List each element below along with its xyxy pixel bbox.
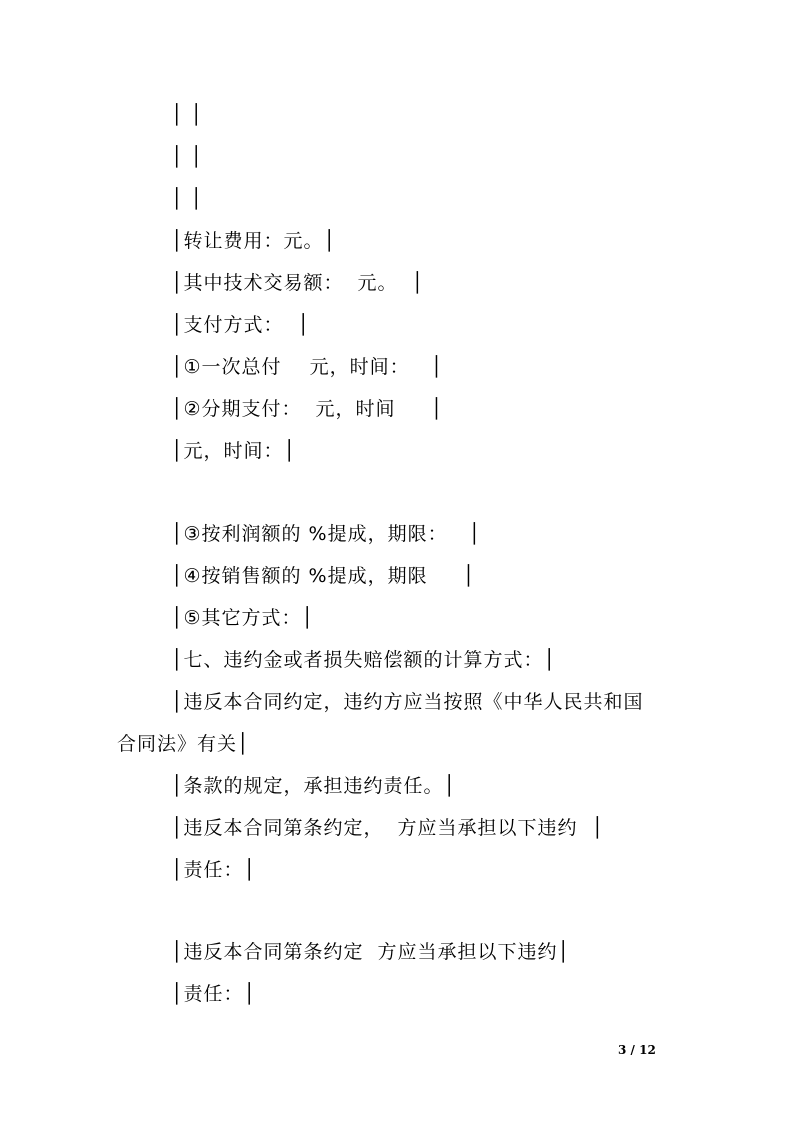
text-line: │④按销售额的 %提成，期限 │ bbox=[171, 565, 476, 587]
text-line: │元，时间：│ bbox=[171, 440, 296, 462]
text-line: │ │ bbox=[171, 188, 203, 210]
text-line: │②分期支付： 元，时间 │ bbox=[171, 398, 444, 420]
text-line: │⑤其它方式：│ bbox=[171, 607, 314, 629]
text-line: │③按利润额的 %提成，期限： │ bbox=[171, 523, 482, 545]
text-line: │责任：│ bbox=[171, 859, 256, 881]
text-line: │转让费用：元。│ bbox=[171, 230, 336, 252]
text-line: │ │ bbox=[171, 104, 203, 126]
text-line: │ │ bbox=[171, 146, 203, 168]
page-number: 3 / 12 bbox=[618, 1043, 656, 1057]
text-line: │条款的规定，承担违约责任。│ bbox=[171, 775, 456, 797]
text-line: │违反本合同第条约定 方应当承担以下违约│ bbox=[171, 941, 570, 963]
text-line: │责任：│ bbox=[171, 983, 256, 1005]
text-line: │①一次总付 元，时间： │ bbox=[171, 356, 444, 378]
section-heading: │七、违约金或者损失赔偿额的计算方式：│ bbox=[171, 649, 556, 671]
text-line: 合同法》有关│ bbox=[117, 733, 250, 755]
text-line: │违反本合同约定，违约方应当按照《中华人民共和国 bbox=[171, 691, 644, 713]
text-line: │违反本合同第条约定， 方应当承担以下违约 │ bbox=[171, 817, 605, 839]
text-line: │其中技术交易额： 元。 │ bbox=[171, 272, 425, 294]
text-line: │支付方式： │ bbox=[171, 314, 310, 336]
